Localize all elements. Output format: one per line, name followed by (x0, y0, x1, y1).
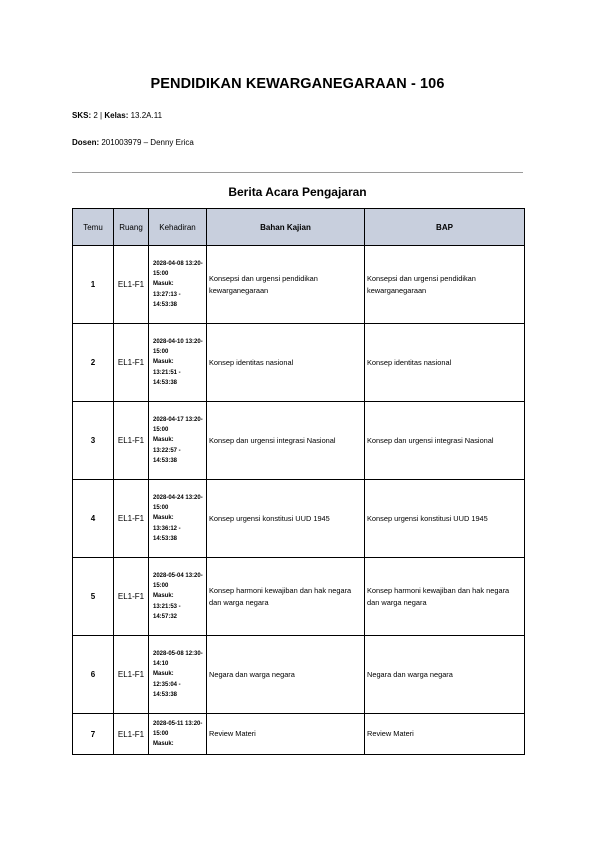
header-temu: Temu (73, 209, 114, 246)
masuk-time: 13:22:57 - 14:53:38 (153, 447, 181, 464)
temu-cell: 1 (73, 246, 114, 324)
kehadiran-cell (149, 714, 207, 755)
masuk-label: Masuk: (153, 281, 174, 288)
table-header-row (73, 209, 525, 246)
temu-cell: 5 (73, 558, 114, 636)
bahan-kajian-cell: Konsep harmoni kewajiban dan hak negara dan warga negara (207, 558, 365, 636)
kelas-label: Kelas: (104, 111, 129, 120)
bahan-kajian-cell: Konsep urgensi konstitusi UUD 1945 (207, 480, 365, 558)
ruang-cell: EL1-F1 (114, 636, 149, 714)
masuk-label: Masuk: (153, 359, 174, 366)
ruang-cell: EL1-F1 (114, 402, 149, 480)
jadwal-text: 2028-05-04 13:20-15:00 (153, 572, 203, 590)
jadwal-text: 2028-04-08 13:20-15:00 (153, 260, 203, 278)
masuk-time: 12:35:04 - 14:53:38 (153, 681, 181, 698)
kehadiran-cell (149, 636, 207, 714)
section-title: Berita Acara Pengajaran (228, 185, 367, 199)
temu-cell: 6 (73, 636, 114, 714)
bahan-kajian-cell: Negara dan warga negara (207, 636, 365, 714)
kehadiran-cell (149, 558, 207, 636)
table-row (73, 480, 525, 558)
jadwal-text: 2028-04-17 13:20-15:00 (153, 416, 203, 434)
kehadiran-cell (149, 246, 207, 324)
masuk-label: Masuk: (153, 593, 174, 600)
masuk-label: Masuk: (153, 671, 174, 678)
table-row (73, 714, 525, 755)
kehadiran-cell (149, 324, 207, 402)
masuk-time: 13:21:53 - 14:57:32 (153, 603, 181, 620)
bap-cell: Konsepsi dan urgensi pendidikan kewarganegaraan (365, 246, 525, 324)
lecturer-info (72, 138, 194, 147)
sks-label: SKS: (72, 111, 92, 120)
ruang-cell: EL1-F1 (114, 480, 149, 558)
header-bahan-kajian: Bahan Kajian (207, 209, 365, 246)
bap-cell: Review Materi (365, 714, 525, 755)
temu-cell: 7 (73, 714, 114, 755)
ruang-cell: EL1-F1 (114, 558, 149, 636)
divider (72, 172, 523, 173)
header-bap: BAP (365, 209, 525, 246)
meta-separator: | (100, 111, 103, 120)
masuk-label: Masuk: (153, 515, 174, 522)
header-kehadiran: Kehadiran (149, 209, 207, 246)
bap-table (72, 208, 525, 755)
page-title: PENDIDIKAN KEWARGANEGARAAN - 106 (150, 76, 445, 92)
bahan-kajian-cell: Konsepsi dan urgensi pendidikan kewarganegaraan (207, 246, 365, 324)
masuk-time: 13:21:51 - 14:53:38 (153, 369, 181, 386)
kehadiran-cell (149, 480, 207, 558)
course-info (72, 111, 162, 120)
ruang-cell: EL1-F1 (114, 324, 149, 402)
jadwal-text: 2028-05-08 12:30-14:10 (153, 650, 203, 668)
bap-cell: Konsep harmoni kewajiban dan hak negara dan warga negara (365, 558, 525, 636)
kelas-value: 13.2A.11 (130, 111, 163, 120)
bahan-kajian-cell: Konsep dan urgensi integrasi Nasional (207, 402, 365, 480)
bap-cell: Konsep urgensi konstitusi UUD 1945 (365, 480, 525, 558)
masuk-label: Masuk: (153, 741, 174, 748)
jadwal-text: 2028-04-10 13:20-15:00 (153, 338, 203, 356)
table-row (73, 636, 525, 714)
dosen-value: 201003979 – Denny Erica (101, 138, 194, 147)
jadwal-text: 2028-04-24 13:20-15:00 (153, 494, 203, 512)
bap-cell: Konsep identitas nasional (365, 324, 525, 402)
bahan-kajian-cell: Konsep identitas nasional (207, 324, 365, 402)
temu-cell: 3 (73, 402, 114, 480)
jadwal-text: 2028-05-11 13:20-15:00 (153, 720, 203, 737)
header-ruang: Ruang (114, 209, 149, 246)
table-row (73, 402, 525, 480)
table-row (73, 246, 525, 324)
kehadiran-cell (149, 402, 207, 480)
ruang-cell: EL1-F1 (114, 246, 149, 324)
masuk-label: Masuk: (153, 437, 174, 444)
bap-cell: Negara dan warga negara (365, 636, 525, 714)
masuk-time: 13:27:13 - 14:53:38 (153, 291, 181, 308)
bap-cell: Konsep dan urgensi integrasi Nasional (365, 402, 525, 480)
temu-cell: 4 (73, 480, 114, 558)
masuk-time: 13:36:12 - 14:53:38 (153, 525, 181, 542)
ruang-cell: EL1-F1 (114, 714, 149, 755)
bahan-kajian-cell: Review Materi (207, 714, 365, 755)
table-row (73, 558, 525, 636)
sks-value: 2 (93, 111, 98, 120)
dosen-label: Dosen: (72, 138, 100, 147)
temu-cell: 2 (73, 324, 114, 402)
table-row (73, 324, 525, 402)
